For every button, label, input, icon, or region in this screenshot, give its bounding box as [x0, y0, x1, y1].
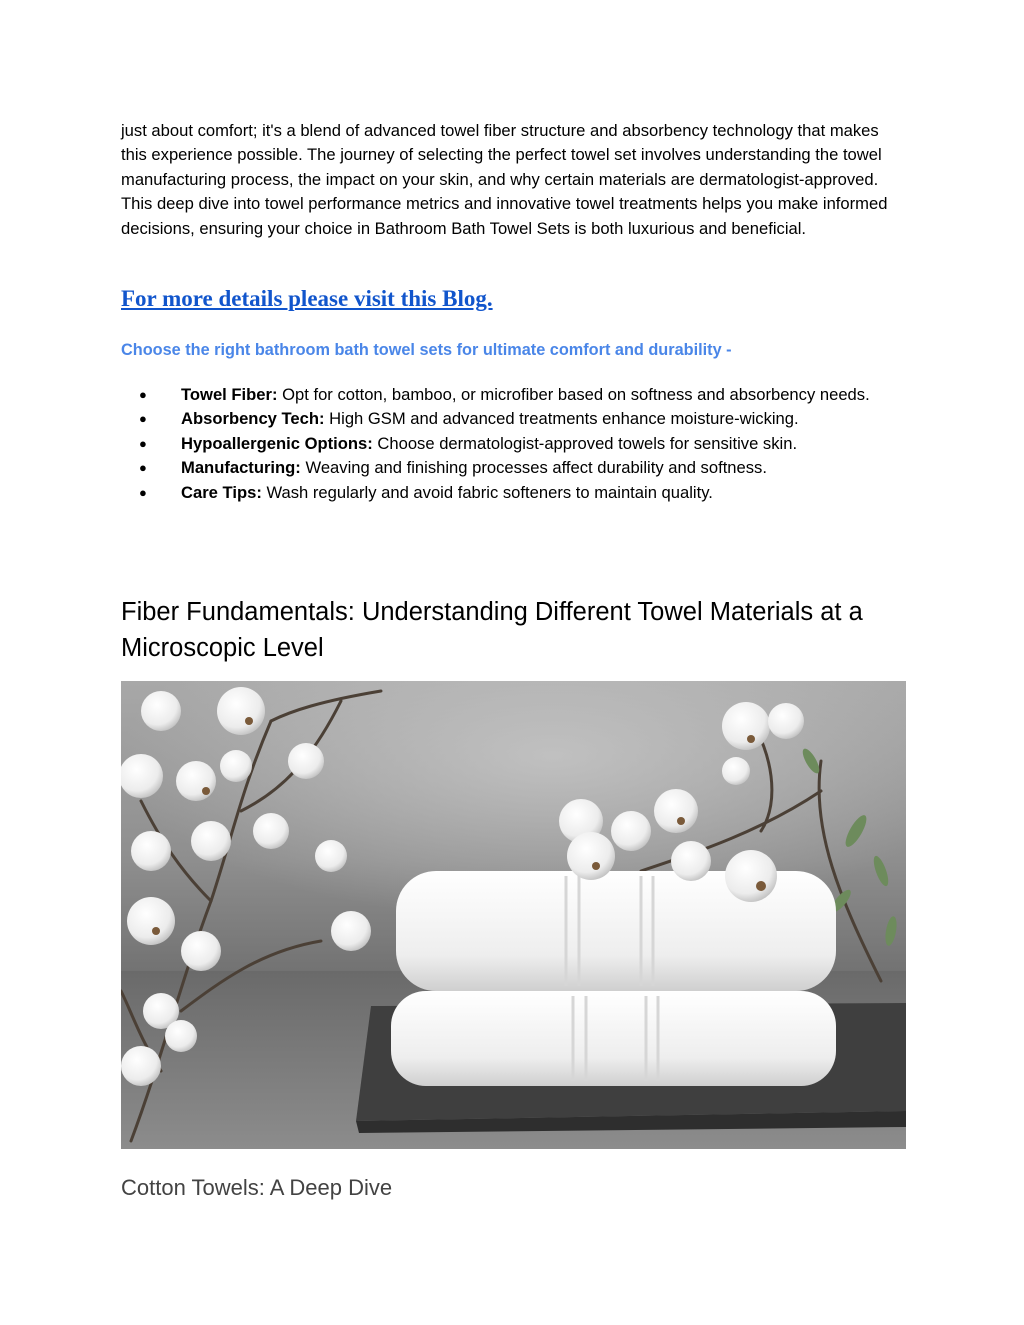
subsection-heading: Cotton Towels: A Deep Dive: [121, 1175, 393, 1200]
bullet-list-heading: Choose the right bathroom bath towel sets for ultimate comfort and durability -: [121, 341, 732, 359]
bottom-towel: [391, 991, 836, 1086]
bullet-icon: ●: [139, 411, 147, 427]
list-item-text: Choose dermatologist-approved towels for sensitive skin.: [372, 433, 798, 453]
list-item: [121, 432, 906, 456]
list-item-label: Absorbency Tech:: [181, 409, 325, 429]
intro-paragraph: just about comfort; it's a blend of advanced towel fiber structure and absorbency technology that makes this experience possible. The journey of selecting the perfect towel set involves understanding the towel manufacturing process, the impact on your skin, and why certain materials are dermatologist-approved. This deep dive into towel performance metrics and innovative towel treatments helps you make informed decisions, ensuring your choice in Bathroom Bath Towel Sets is both luxurious and beneficial.: [121, 121, 888, 238]
list-item: [121, 481, 906, 505]
blog-link[interactable]: For more details please visit this Blog.: [121, 286, 493, 311]
towels-and-cotton-photo: [121, 681, 906, 1149]
bullet-icon: ●: [139, 387, 147, 402]
list-item-label: Care Tips:: [181, 482, 262, 502]
list-item-label: Towel Fiber:: [181, 385, 278, 404]
list-item-text: Opt for cotton, bamboo, or microfiber based on softness and absorbency needs.: [277, 385, 870, 404]
tips-list: [121, 383, 906, 505]
list-item-text: High GSM and advanced treatments enhance moisture-wicking.: [324, 409, 799, 429]
bullet-icon: ●: [139, 435, 147, 451]
list-item: [121, 383, 906, 407]
bullet-icon: ●: [139, 460, 147, 476]
list-item-label: Hypoallergenic Options:: [181, 433, 373, 453]
section-heading: Fiber Fundamentals: Understanding Different Towel Materials at a Microscopic Level: [121, 598, 863, 662]
towel-stack: [391, 871, 836, 1086]
list-item-text: Wash regularly and avoid fabric softeners to maintain quality.: [261, 482, 713, 502]
bullet-icon: ●: [139, 484, 147, 500]
photo-illustration: [121, 681, 906, 1149]
list-item-text: Weaving and finishing processes affect durability and softness.: [300, 458, 767, 478]
list-item: [121, 456, 906, 480]
list-item-label: Manufacturing:: [181, 458, 301, 478]
list-item: [121, 407, 906, 431]
